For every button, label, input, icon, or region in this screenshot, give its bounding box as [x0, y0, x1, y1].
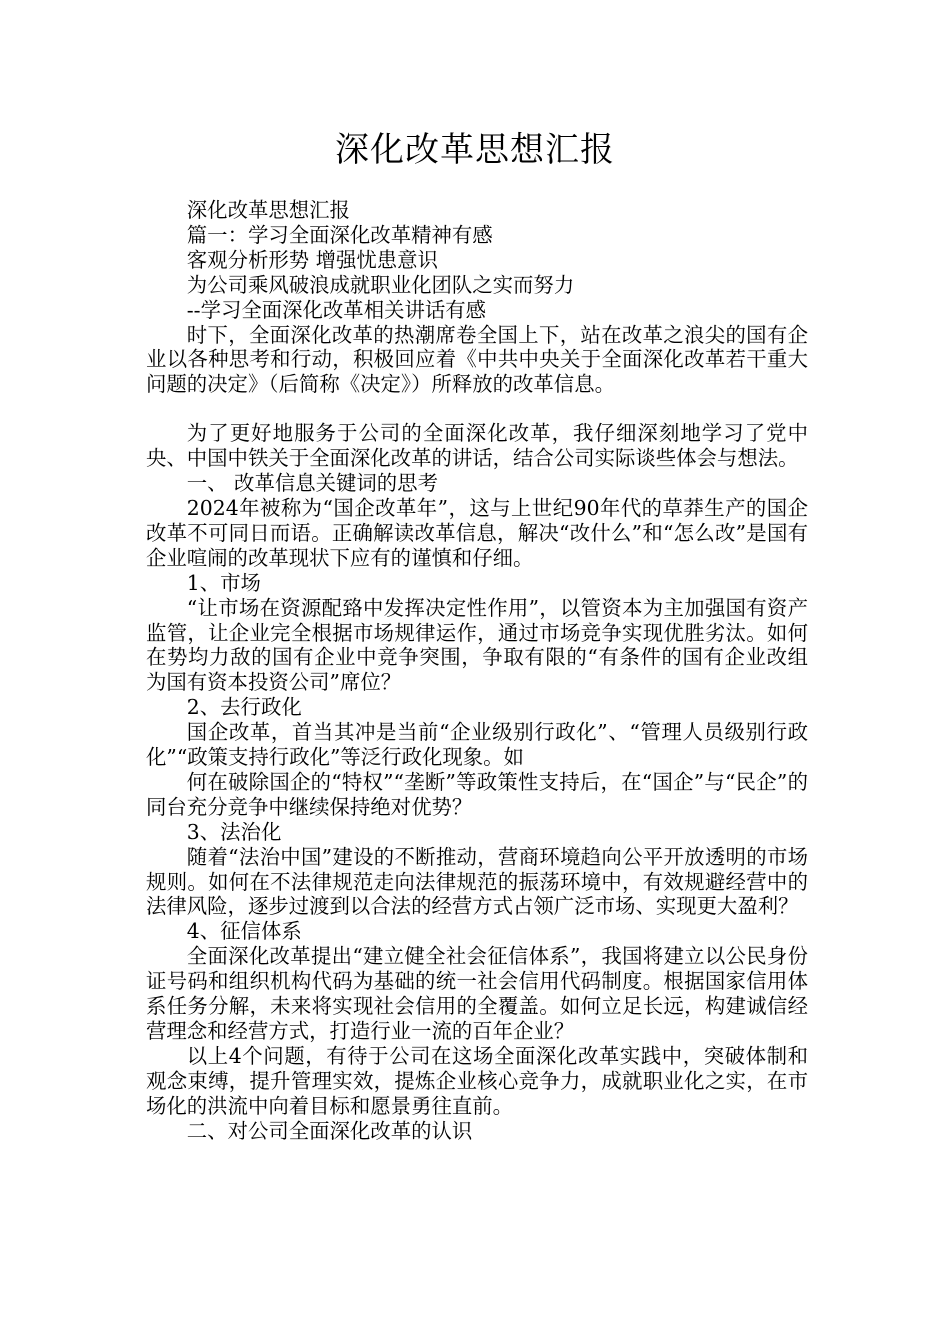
paragraph: 篇一：学习全面深化改革精神有感 — [186, 222, 493, 247]
paragraph: “让市场在资源配臵中发挥决定性作用”，以管资本为主加强国有资产监管，让企业完全根据市场规律运作，通过市场竞争实现优胜劣汰。如何在势均力敌的国有企业中竞争突围，争取有限的“有条件的国有企业改组为国有资本投资公司”席位？ — [146, 595, 808, 695]
section-heading: 一、 改革信息关键词的思考 — [186, 471, 438, 496]
paragraph-spacer — [146, 397, 808, 421]
paragraph: 深化改革思想汇报 — [186, 198, 350, 222]
section-heading: 二、对公司全面深化改革的认识 — [186, 1118, 473, 1143]
document-title: 深化改革思想汇报 — [335, 130, 615, 170]
paragraph: 为公司乘风破浪成就职业化团队之实而努力 — [186, 272, 575, 297]
subsection-heading: 1、市场 — [186, 570, 261, 595]
subsection-heading: 2、去行政化 — [186, 695, 302, 720]
subsection-heading: 3、法治化 — [186, 819, 282, 844]
paragraph: 为了更好地服务于公司的全面深化改革，我仔细深刻地学习了党中央、中国中铁关于全面深化改革的讲话，结合公司实际谈些体会与想法。 — [146, 421, 808, 471]
subsection-heading: 4、征信体系 — [186, 919, 302, 944]
paragraph: 全面深化改革提出“建立健全社会征信体系”，我国将建立以公民身份证号码和组织机构代码为基础的统一社会信用代码制度。根据国家信用体系任务分解，未来将实现社会信用的全覆盖。如何立足长远，构建诚信经营理念和经营方式，打造行业一流的百年企业？ — [146, 944, 808, 1043]
paragraph: 随着“法治中国”建设的不断推动，营商环境趋向公平开放透明的市场规则。如何在不法律规范走向法律规范的振荡环境中，有效规避经营中的法律风险，逐步过渡到以合法的经营方式占领广泛市场、实现更大盈利？ — [146, 844, 808, 919]
paragraph: 何在破除国企的“特权”“垄断”等政策性支持后，在“国企”与“民企”的同台充分竞争中继续保持绝对优势？ — [146, 769, 808, 819]
paragraph: 以上4个问题，有待于公司在这场全面深化改革实践中，突破体制和观念束缚，提升管理实效，提炼企业核心竞争力，成就职业化之实，在市场化的洪流中向着目标和愿景勇往直前。 — [146, 1043, 808, 1118]
paragraph: 客观分析形势 增强忧患意识 — [186, 247, 438, 272]
paragraph: 时下，全面深化改革的热潮席卷全国上下，站在改革之浪尖的国有企业以各种思考和行动，积极回应着《中共中央关于全面深化改革若干重大问题的决定》（后简称《决定》）所释放的改革信息。 — [146, 322, 808, 397]
paragraph: --学习全面深化改革相关讲话有感 — [186, 297, 487, 322]
document-body — [146, 198, 808, 1144]
paragraph: 2024年被称为“国企改革年”，这与上世纪90年代的草莽生产的国企改革不可同日而语。正确解读改革信息，解决“改什么”和“怎么改”是国有企业喧闹的改革现状下应有的谨慎和仔细。 — [146, 495, 808, 570]
paragraph: 国企改革，首当其冲是当前“企业级别行政化”、“管理人员级别行政化”“政策支持行政化”等泛行政化现象。如 — [146, 720, 808, 770]
